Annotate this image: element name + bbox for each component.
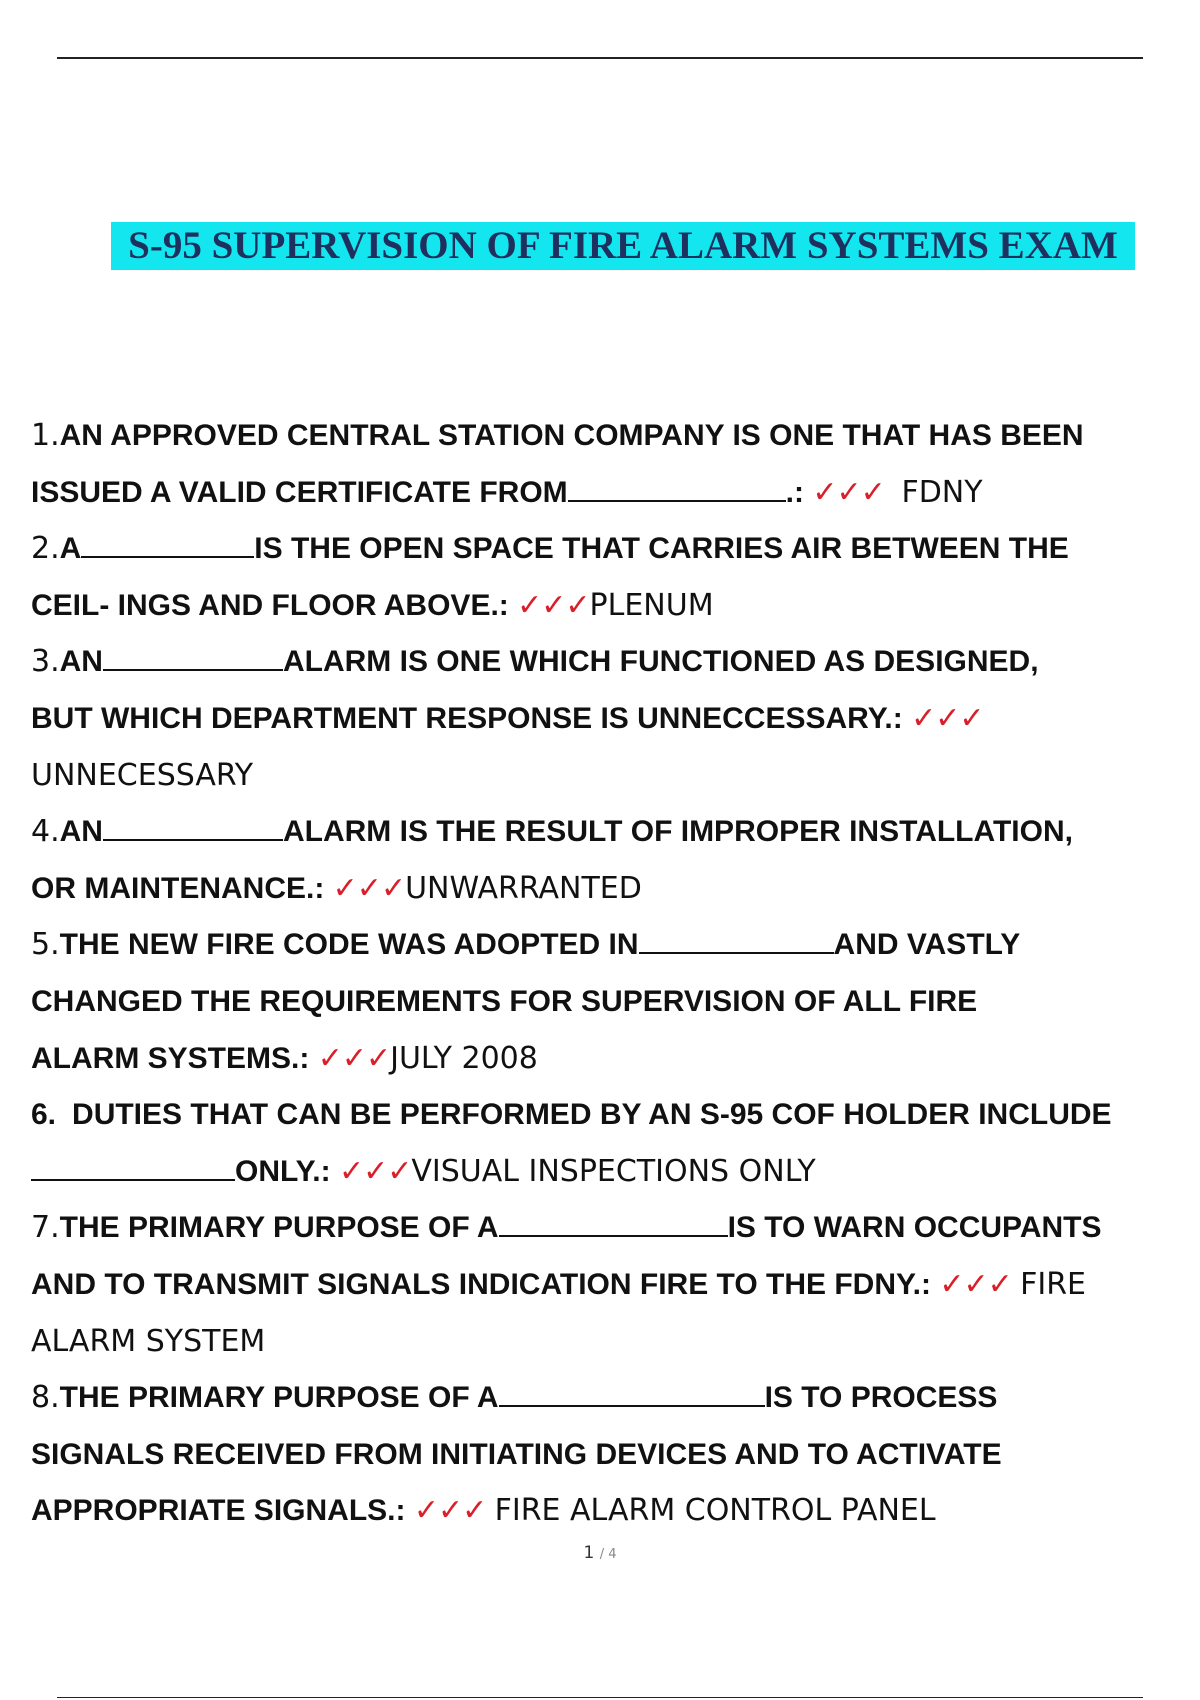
checkmark-icon: ✓✓✓ (911, 700, 984, 736)
answer: FIRE ALARM CONTROL PANEL (494, 1493, 936, 1529)
checkmark-icon: ✓✓✓ (413, 1493, 487, 1529)
answer: UNWARRANTED (405, 870, 642, 906)
checkmark-icon: ✓✓✓ (338, 1153, 412, 1189)
question-list (31, 408, 1200, 1540)
question-4: 4.AN ALARM IS THE RESULT OF IMPROPER INSTALLATION, (31, 814, 1073, 850)
question-1: 1.AN APPROVED CENTRAL STATION COMPANY IS ONE THAT HAS BEEN (31, 418, 1084, 453)
answer-blank (31, 1159, 235, 1181)
question-7-line-2: AND TO TRANSMIT SIGNALS INDICATION FIRE TO THE FDNY.: ✓✓✓ FIRE (31, 1266, 1087, 1302)
question-5: 5.THE NEW FIRE CODE WAS ADOPTED IN AND VASTLY (31, 927, 1021, 963)
page-total: / 4 (599, 1547, 617, 1562)
page-indicator (0, 1543, 1200, 1563)
answer-blank (81, 536, 254, 558)
question-5-line-2: CHANGED THE REQUIREMENTS FOR SUPERVISION OF ALL FIRE (31, 984, 978, 1018)
checkmark-icon: ✓✓✓ (332, 870, 406, 906)
question-3-answer (31, 748, 1200, 805)
question-8-line-2: SIGNALS RECEIVED FROM INITIATING DEVICES AND TO ACTIVATE (31, 1437, 1002, 1471)
question-2: 2.A IS THE OPEN SPACE THAT CARRIES AIR BETWEEN THE (31, 531, 1069, 567)
question-2-line-2: CEIL- INGS AND FLOOR ABOVE.: ✓✓✓PLENUM (31, 587, 714, 623)
checkmark-icon: ✓✓✓ (939, 1266, 1012, 1302)
answer: UNNECESSARY (31, 757, 254, 793)
answer-continued: ALARM SYSTEM (31, 1323, 266, 1359)
answer: FIRE (1020, 1266, 1087, 1302)
answer: FDNY (901, 474, 983, 510)
answer-blank (103, 649, 283, 671)
question-7-answer (31, 1314, 1200, 1371)
answer-blank (639, 932, 834, 954)
question-7: 7.THE PRIMARY PURPOSE OF A IS TO WARN OCCUPANTS (31, 1210, 1102, 1246)
question-3: 3.AN ALARM IS ONE WHICH FUNCTIONED AS DESIGNED, (31, 644, 1039, 680)
answer: VISUAL INSPECTIONS ONLY (411, 1153, 816, 1189)
question-8: 8.THE PRIMARY PURPOSE OF A IS TO PROCESS (31, 1380, 998, 1416)
question-5-line-3: ALARM SYSTEMS.: ✓✓✓JULY 2008 (31, 1040, 538, 1076)
question-1-line-2: ISSUED A VALID CERTIFICATE FROM .: ✓✓✓ FDNY (31, 474, 983, 510)
top-rule (57, 57, 1143, 59)
answer: PLENUM (589, 587, 714, 623)
answer-blank (568, 480, 786, 502)
question-3-line-2: BUT WHICH DEPARTMENT RESPONSE IS UNNECCESSARY.: ✓✓✓ (31, 700, 984, 736)
answer-blank (103, 819, 283, 841)
answer-blank (499, 1385, 765, 1407)
checkmark-icon: ✓✓✓ (517, 587, 590, 623)
answer-blank (499, 1215, 728, 1237)
page-title: S-95 SUPERVISION OF FIRE ALARM SYSTEMS EXAM (111, 222, 1135, 270)
question-6: 6. DUTIES THAT CAN BE PERFORMED BY AN S-95 COF HOLDER INCLUDE (31, 1098, 1112, 1132)
question-4-line-2: OR MAINTENANCE.: ✓✓✓UNWARRANTED (31, 870, 642, 906)
bottom-rule (57, 1697, 1143, 1698)
page-number: 1 (583, 1543, 595, 1563)
question-8-line-3: APPROPRIATE SIGNALS.: ✓✓✓ FIRE ALARM CONTROL PANEL (31, 1493, 936, 1529)
question-6-line-2: ONLY.: ✓✓✓VISUAL INSPECTIONS ONLY (31, 1144, 1200, 1201)
answer: JULY 2008 (390, 1040, 538, 1076)
checkmark-icon: ✓✓✓ (812, 474, 885, 510)
checkmark-icon: ✓✓✓ (317, 1040, 391, 1076)
